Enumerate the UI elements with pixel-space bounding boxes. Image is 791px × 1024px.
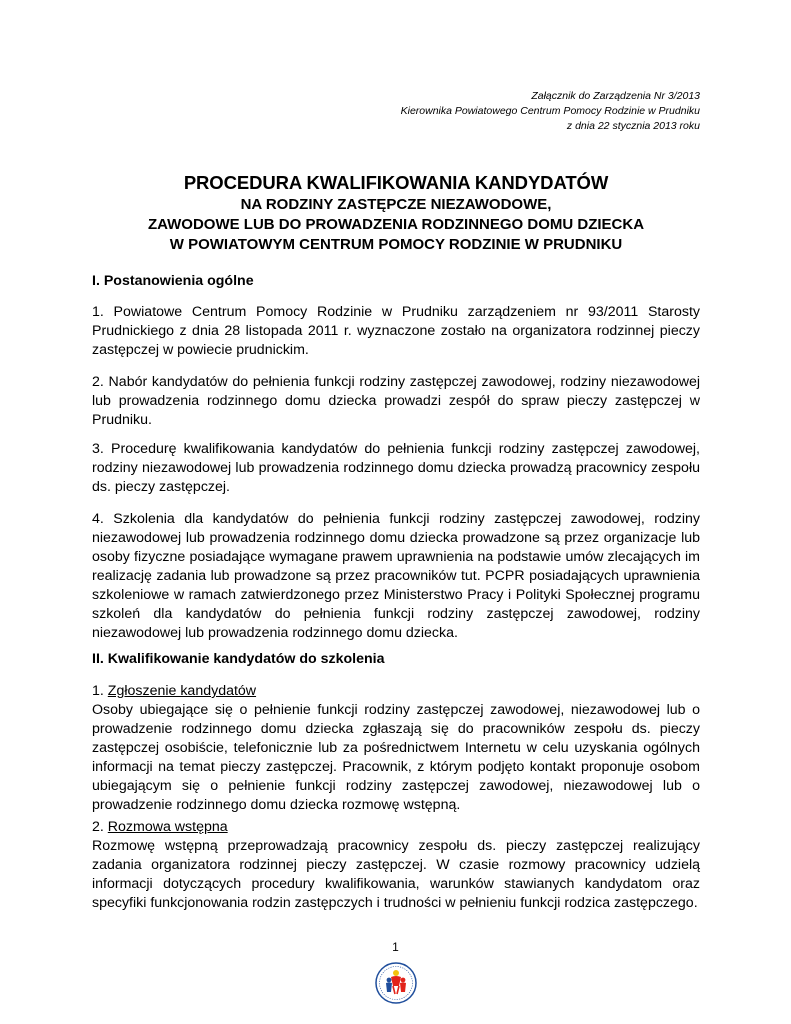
item-2-heading xyxy=(92,818,700,837)
page-number: 1 xyxy=(392,940,399,954)
attachment-line-2: Kierownika Powiatowego Centrum Pomocy Rodzinie w Prudniku xyxy=(400,105,700,117)
item-1-heading xyxy=(92,682,700,701)
document-title xyxy=(92,171,700,255)
pcpr-logo-icon xyxy=(375,962,417,1004)
section-2-item-2 xyxy=(92,818,700,913)
attachment-line-1: Załącznik do Zarządzenia Nr 3/2013 xyxy=(531,90,700,102)
item-2-title: Rozmowa wstępna xyxy=(107,819,228,835)
item-1-number: 1. xyxy=(92,683,108,699)
section-1-paragraph-3: 3. Procedurę kwalifikowania kandydatów do pełnienia funkcji rodziny zastępczej zawodowej, rodziny niezawodowej lub prowadzenia rodzinnego domu dziecka prowadzą pracownicy zespołu ds. pieczy zastępczej. xyxy=(92,441,700,495)
title-sub-2: ZAWODOWE LUB DO PROWADZENIA RODZINNEGO DOMU DZIECKA xyxy=(147,216,645,233)
item-2-text: Rozmowę wstępną przeprowadzają pracownicy zespołu ds. pieczy zastępczej realizujący zadania organizatora rodzinnej pieczy zastępczej. W czasie rozmowy pracownicy udzielą informacji dotyczących procedury kwalifikowania, warunków stawianych kandydatom oraz specyfiki funkcjonowania rodzin zastępczych i trudności w pełnieniu funkcji rodzica zastępczego. xyxy=(92,838,700,911)
attachment-line-3: z dnia 22 stycznia 2013 roku xyxy=(566,120,700,132)
section-1-heading: I. Postanowienia ogólne xyxy=(92,273,254,289)
item-1-title: Zgłoszenie kandydatów xyxy=(107,683,257,699)
title-sub-3: W POWIATOWYM CENTRUM POMOCY RODZINIE W PRUDNIKU xyxy=(169,236,623,253)
section-2-item-1 xyxy=(92,682,700,815)
section-1-paragraph-2: 2. Nabór kandydatów do pełnienia funkcji rodziny zastępczej zawodowej, rodziny niezawodowej lub prowadzenia rodzinnego domu dziecka prowadzi zespół do spraw pieczy zastępczej w Prudniku. xyxy=(92,374,700,428)
attachment-note xyxy=(401,89,700,134)
item-1-text: Osoby ubiegające się o pełnienie funkcji rodziny zastępczej zawodowej, niezawodowej lub o prowadzenie rodzinnego domu dziecka zgłaszają się do pracowników zespołu ds. pieczy zastępczej osobiście, telefonicznie lub za pośrednictwem Internetu w celu uzyskania ogólnych informacji na temat pieczy zastępczej. Pracownik, z którym podjęto kontakt proponuje osobom ubiegającym się o pełnienie funkcji rodziny zastępczej zawodowej, niezawodowej lub o prowadzenie rodzinnego domu dziecka rozmowę wstępną. xyxy=(92,702,700,813)
item-2-number: 2. xyxy=(92,819,108,835)
section-1-paragraph-4: 4. Szkolenia dla kandydatów do pełnienia funkcji rodziny zastępczej zawodowej, rodziny niezawodowej lub prowadzenia rodzinnego domu dziecka prowadzone są przez organizacje lub osoby fizyczne posiadające wymagane prawem uprawnienia na podstawie umów zlecających im realizację zadania lub prowadzone są przez pracowników tut. PCPR posiadających uprawnienia szkoleniowe w ramach zatwierdzonego przez Ministerstwo Pracy i Polityki Społecznej programu szkoleń dla kandydatów do pełnienia funkcji rodziny zastępczej zawodowej, rodziny niezawodowej lub prowadzenia rodzinnego domu dziecka. xyxy=(92,511,700,641)
title-main: PROCEDURA KWALIFIKOWANIA KANDYDATÓW xyxy=(183,172,609,193)
section-1-paragraph-1: 1. Powiatowe Centrum Pomocy Rodzinie w Prudniku zarządzeniem nr 93/2011 Starosty Prudnickiego z dnia 28 listopada 2011 r. wyznaczone zostało na organizatora rodzinnej pieczy zastępczej w powiecie prudnickim. xyxy=(92,304,700,358)
section-2-heading: II. Kwalifikowanie kandydatów do szkolenia xyxy=(92,651,385,667)
title-sub-1: NA RODZINY ZASTĘPCZE NIEZAWODOWE, xyxy=(240,196,552,213)
